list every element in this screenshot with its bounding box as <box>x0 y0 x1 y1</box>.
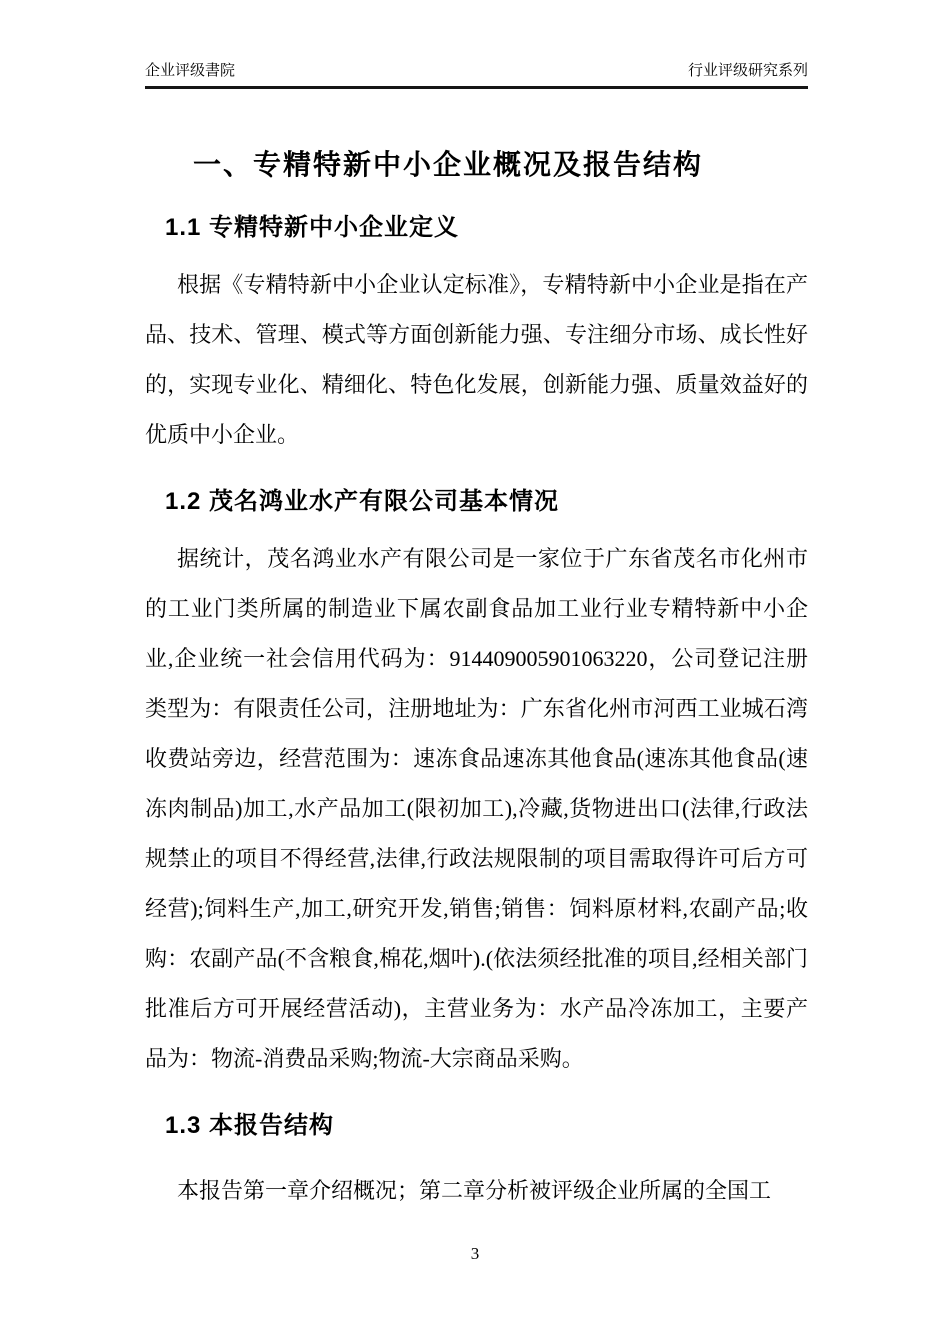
chapter-title: 一、专精特新中小企业概况及报告结构 <box>193 149 704 180</box>
page-number: 3 <box>470 1244 480 1263</box>
section-report-structure <box>145 1110 808 1216</box>
section-heading-1-1: 1.1 专精特新中小企业定义 <box>165 214 460 241</box>
document-body <box>145 96 808 1216</box>
page-header <box>145 60 808 89</box>
header-left-text: 企业评级書院 <box>145 62 236 79</box>
section-heading-1-2: 1.2 茂名鸿业水产有限公司基本情况 <box>165 488 560 515</box>
section-paragraph-1-3: 本报告第一章介绍概况；第二章分析被评级企业所属的全国工 <box>177 1178 772 1203</box>
header-right-text: 行业评级研究系列 <box>687 62 808 79</box>
section-heading-1-3: 1.3 本报告结构 <box>165 1112 335 1139</box>
section-paragraph-1-1: 根据《专精特新中小企业认定标准》，专精特新中小企业是指在产品、技术、管理、模式等方面创新能力强、专注细分市场、成长性好的，实现专业化、精细化、特色化发展，创新能力强、质量效益好的优质中小企业。 <box>145 272 808 447</box>
page-footer <box>0 1242 950 1266</box>
section-paragraph-1-2: 据统计，茂名鸿业水产有限公司是一家位于广东省茂名市化州市的工业门类所属的制造业下属农副食品加工业行业专精特新中小企业,企业统一社会信用代码为：914409005901063220，公司登记注册类型为：有限责任公司，注册地址为：广东省化州市河西工业城石湾收费站旁边，经营范围为：速冻食品速冻其他食品(速冻其他食品(速冻肉制品)加工,水产品加工(限初加工),冷藏,货物进出口(法律,行政法规禁止的项目不得经营,法律,行政法规限制的项目需取得许可后方可经营);饲料生产,加工,研究开发,销售;销售：饲料原材料,农副产品;收购：农副产品(不含粮食,棉花,烟叶).(依法须经批准的项目,经相关部门批准后方可开展经营活动)，主营业务为：水产品冷冻加工，主要产品为：物流-消费品采购;物流-大宗商品采购。 <box>145 546 808 1071</box>
section-company-profile <box>145 486 808 1084</box>
section-definition <box>145 212 808 460</box>
